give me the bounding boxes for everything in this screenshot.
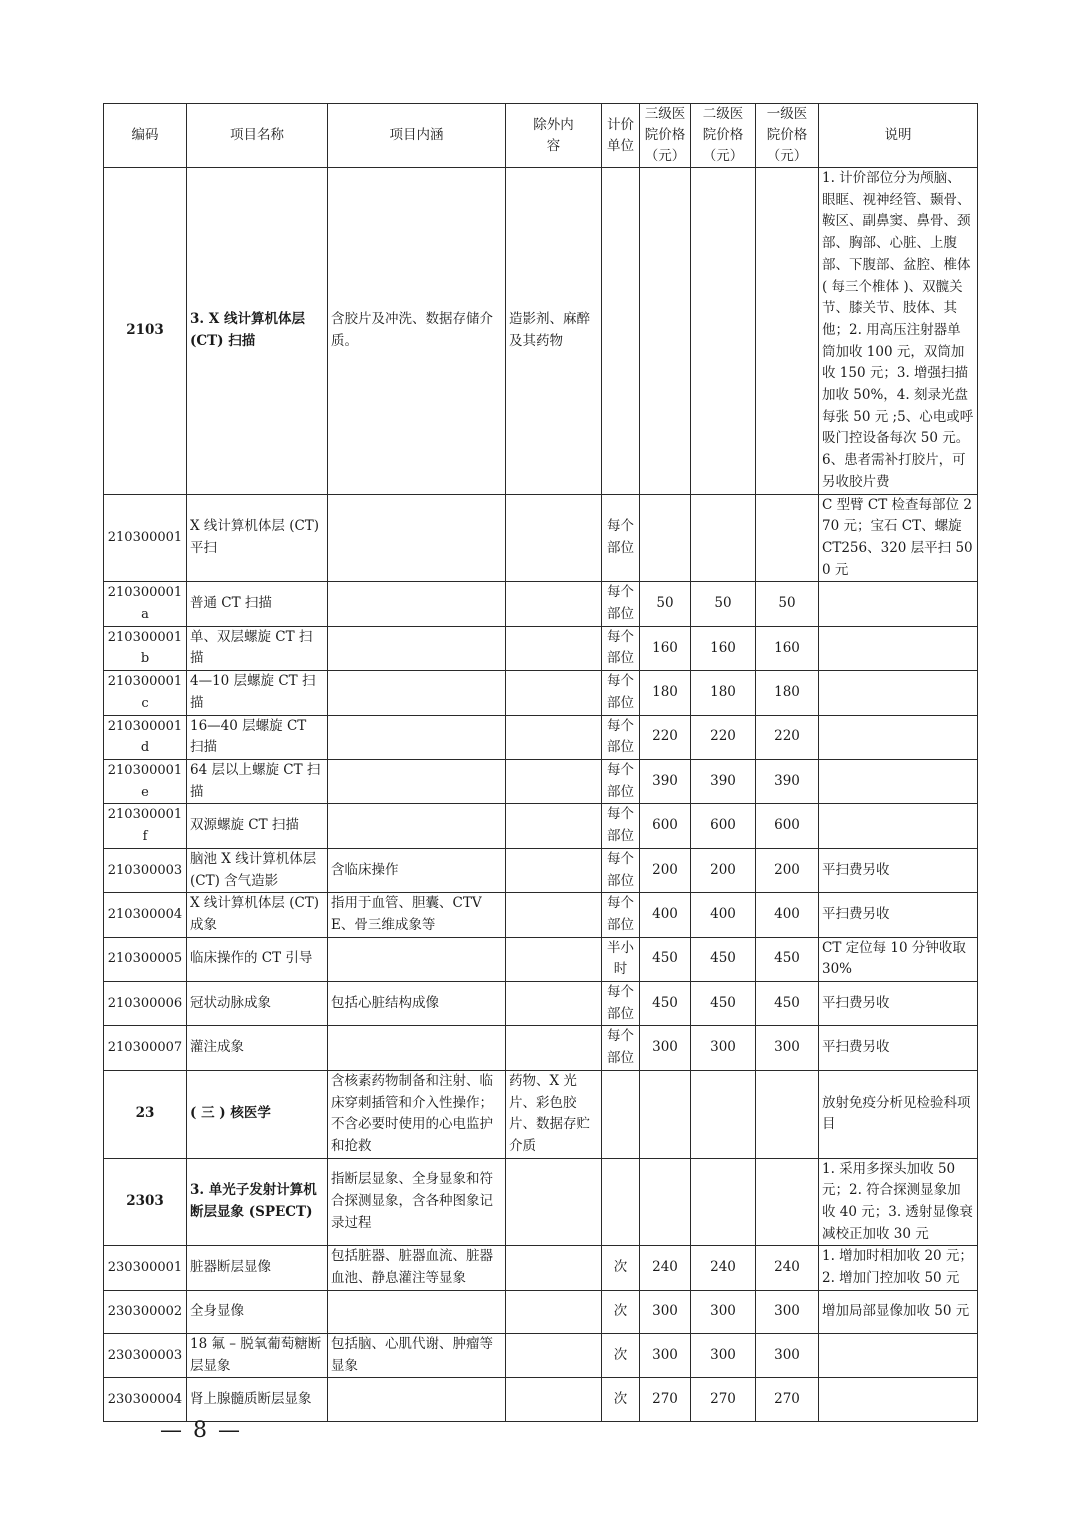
cell-note	[819, 582, 978, 626]
cell-price-level1: 240	[756, 1246, 819, 1290]
cell-content: 指用于血管、胆囊、CTVE、骨三维成象等	[328, 893, 506, 937]
cell-price-level1: 270	[756, 1378, 819, 1422]
page-number: — 8 —	[160, 1418, 242, 1443]
cell-unit: 每个部位	[602, 671, 640, 715]
cell-price-level3	[640, 1070, 691, 1158]
cell-excluded	[506, 937, 602, 981]
cell-content: 含核素药物制备和注射、临床穿刺插管和介入性操作；不含必要时使用的心电监护和抢救	[328, 1070, 506, 1158]
cell-price-level2: 450	[691, 937, 756, 981]
table-header-row	[104, 104, 978, 168]
cell-excluded	[506, 982, 602, 1026]
table-row	[104, 848, 978, 892]
cell-price-level1: 450	[756, 982, 819, 1026]
cell-price-level2: 160	[691, 626, 756, 670]
cell-price-level3: 450	[640, 937, 691, 981]
cell-content: 含胶片及冲洗、数据存储介质。	[328, 168, 506, 495]
cell-name: 4—10 层螺旋 CT 扫描	[187, 671, 328, 715]
cell-name: X 线计算机体层 (CT) 成象	[187, 893, 328, 937]
header-price-level3: 三级医院价格（元）	[640, 104, 691, 168]
cell-note: 平扫费另收	[819, 1026, 978, 1070]
price-table	[103, 103, 978, 1422]
cell-code: 2303	[104, 1158, 187, 1246]
header-code: 编码	[104, 104, 187, 168]
table-row	[104, 1158, 978, 1246]
table-row	[104, 937, 978, 981]
cell-price-level1: 160	[756, 626, 819, 670]
cell-content: 包括脑、心肌代谢、肿瘤等显象	[328, 1333, 506, 1377]
cell-code: 210300003	[104, 848, 187, 892]
cell-price-level1	[756, 168, 819, 495]
cell-code: 23	[104, 1070, 187, 1158]
cell-name: 3. 单光子发射计算机断层显象 (SPECT)	[187, 1158, 328, 1246]
cell-unit: 次	[602, 1333, 640, 1377]
cell-name: 18 氟 – 脱氧葡萄糖断层显象	[187, 1333, 328, 1377]
cell-content	[328, 494, 506, 582]
cell-price-level2: 390	[691, 759, 756, 803]
header-price-level2: 二级医院价格（元）	[691, 104, 756, 168]
cell-code: 210300001b	[104, 626, 187, 670]
cell-code: 210300004	[104, 893, 187, 937]
cell-excluded	[506, 759, 602, 803]
cell-note: C 型臂 CT 检查每部位 270 元；宝石 CT、螺旋 CT256、320 层平扫 500 元	[819, 494, 978, 582]
cell-price-level1: 180	[756, 671, 819, 715]
cell-code: 210300007	[104, 1026, 187, 1070]
header-excluded: 除外内容	[506, 104, 602, 168]
cell-excluded	[506, 1333, 602, 1377]
cell-code: 230300003	[104, 1333, 187, 1377]
cell-price-level1: 390	[756, 759, 819, 803]
cell-price-level2: 300	[691, 1290, 756, 1333]
cell-content: 指断层显象、全身显象和符合探测显象，含各种图象记录过程	[328, 1158, 506, 1246]
cell-price-level2	[691, 1070, 756, 1158]
cell-note: 平扫费另收	[819, 893, 978, 937]
cell-price-level1	[756, 494, 819, 582]
cell-price-level2: 180	[691, 671, 756, 715]
cell-price-level1: 600	[756, 804, 819, 848]
cell-code: 210300005	[104, 937, 187, 981]
cell-name: 单、双层螺旋 CT 扫描	[187, 626, 328, 670]
cell-content	[328, 671, 506, 715]
table-row	[104, 626, 978, 670]
cell-unit: 每个部位	[602, 759, 640, 803]
cell-name: 16—40 层螺旋 CT 扫描	[187, 715, 328, 759]
cell-excluded	[506, 1246, 602, 1290]
cell-content	[328, 1378, 506, 1422]
header-price-level1: 一级医院价格（元）	[756, 104, 819, 168]
cell-content: 包括心脏结构成像	[328, 982, 506, 1026]
cell-note: 平扫费另收	[819, 982, 978, 1026]
cell-price-level3: 160	[640, 626, 691, 670]
table-row	[104, 168, 978, 495]
cell-name: 临床操作的 CT 引导	[187, 937, 328, 981]
cell-name: 普通 CT 扫描	[187, 582, 328, 626]
cell-code: 210300006	[104, 982, 187, 1026]
cell-price-level2: 50	[691, 582, 756, 626]
cell-price-level2	[691, 1158, 756, 1246]
cell-note	[819, 759, 978, 803]
cell-name: X 线计算机体层 (CT) 平扫	[187, 494, 328, 582]
cell-price-level1	[756, 1158, 819, 1246]
cell-note	[819, 626, 978, 670]
cell-name: ( 三 ) 核医学	[187, 1070, 328, 1158]
cell-name: 冠状动脉成象	[187, 982, 328, 1026]
cell-code: 230300004	[104, 1378, 187, 1422]
cell-unit: 每个部位	[602, 1026, 640, 1070]
cell-excluded: 造影剂、麻醉及其药物	[506, 168, 602, 495]
cell-code: 230300001	[104, 1246, 187, 1290]
cell-unit: 每个部位	[602, 982, 640, 1026]
cell-price-level1: 300	[756, 1333, 819, 1377]
table-row	[104, 671, 978, 715]
cell-note: 放射免疫分析见检验科项目	[819, 1070, 978, 1158]
cell-note	[819, 671, 978, 715]
cell-price-level2: 200	[691, 848, 756, 892]
cell-price-level2	[691, 168, 756, 495]
header-unit: 计价单位	[602, 104, 640, 168]
cell-price-level3: 400	[640, 893, 691, 937]
cell-price-level1: 450	[756, 937, 819, 981]
cell-content	[328, 937, 506, 981]
cell-content	[328, 804, 506, 848]
cell-price-level3	[640, 168, 691, 495]
cell-excluded	[506, 494, 602, 582]
cell-content: 含临床操作	[328, 848, 506, 892]
cell-note: 1. 增加时相加收 20 元；2. 增加门控加收 50 元	[819, 1246, 978, 1290]
cell-excluded	[506, 1378, 602, 1422]
cell-unit: 每个部位	[602, 715, 640, 759]
cell-note	[819, 1333, 978, 1377]
cell-code: 210300001f	[104, 804, 187, 848]
cell-price-level3: 240	[640, 1246, 691, 1290]
cell-excluded: 药物、X 光片、彩色胶片、数据存贮介质	[506, 1070, 602, 1158]
table-body	[104, 168, 978, 1422]
cell-excluded	[506, 804, 602, 848]
cell-content	[328, 626, 506, 670]
cell-excluded	[506, 1026, 602, 1070]
table-row	[104, 982, 978, 1026]
cell-price-level2: 600	[691, 804, 756, 848]
cell-price-level3: 450	[640, 982, 691, 1026]
cell-price-level3	[640, 1158, 691, 1246]
cell-name: 肾上腺髓质断层显象	[187, 1378, 328, 1422]
cell-unit: 每个部位	[602, 626, 640, 670]
cell-name: 双源螺旋 CT 扫描	[187, 804, 328, 848]
table-row	[104, 1070, 978, 1158]
cell-excluded	[506, 893, 602, 937]
cell-unit: 每个部位	[602, 804, 640, 848]
table-row	[104, 1290, 978, 1333]
table-row	[104, 1026, 978, 1070]
cell-code: 230300002	[104, 1290, 187, 1333]
header-content: 项目内涵	[328, 104, 506, 168]
cell-price-level3: 50	[640, 582, 691, 626]
cell-price-level3: 300	[640, 1026, 691, 1070]
cell-note	[819, 804, 978, 848]
cell-unit: 每个部位	[602, 848, 640, 892]
cell-price-level2: 300	[691, 1026, 756, 1070]
cell-content	[328, 759, 506, 803]
cell-note	[819, 715, 978, 759]
cell-price-level2: 270	[691, 1378, 756, 1422]
cell-price-level3	[640, 494, 691, 582]
cell-unit: 每个部位	[602, 893, 640, 937]
cell-unit: 次	[602, 1246, 640, 1290]
table-row	[104, 582, 978, 626]
cell-price-level3: 270	[640, 1378, 691, 1422]
cell-content	[328, 1290, 506, 1333]
cell-note: CT 定位每 10 分钟收取 30%	[819, 937, 978, 981]
cell-price-level1: 300	[756, 1290, 819, 1333]
cell-name: 灌注成象	[187, 1026, 328, 1070]
cell-code: 2103	[104, 168, 187, 495]
cell-price-level2: 450	[691, 982, 756, 1026]
cell-excluded	[506, 582, 602, 626]
cell-price-level3: 300	[640, 1333, 691, 1377]
cell-unit: 次	[602, 1378, 640, 1422]
cell-note: 增加局部显像加收 50 元	[819, 1290, 978, 1333]
cell-price-level3: 200	[640, 848, 691, 892]
cell-price-level1: 50	[756, 582, 819, 626]
cell-price-level2: 240	[691, 1246, 756, 1290]
cell-unit	[602, 1070, 640, 1158]
table-row	[104, 1378, 978, 1422]
cell-name: 脑池 X 线计算机体层 (CT) 含气造影	[187, 848, 328, 892]
cell-code: 210300001e	[104, 759, 187, 803]
cell-price-level2: 300	[691, 1333, 756, 1377]
cell-unit: 次	[602, 1290, 640, 1333]
cell-excluded	[506, 715, 602, 759]
cell-price-level1	[756, 1070, 819, 1158]
cell-note: 平扫费另收	[819, 848, 978, 892]
table-row	[104, 1333, 978, 1377]
cell-price-level1: 200	[756, 848, 819, 892]
cell-price-level3: 390	[640, 759, 691, 803]
cell-price-level3: 600	[640, 804, 691, 848]
cell-price-level3: 220	[640, 715, 691, 759]
cell-price-level1: 300	[756, 1026, 819, 1070]
cell-code: 210300001	[104, 494, 187, 582]
cell-excluded	[506, 1290, 602, 1333]
cell-content	[328, 1026, 506, 1070]
table-row	[104, 715, 978, 759]
cell-unit	[602, 1158, 640, 1246]
cell-price-level3: 300	[640, 1290, 691, 1333]
cell-content	[328, 582, 506, 626]
cell-name: 全身显像	[187, 1290, 328, 1333]
table-row	[104, 804, 978, 848]
cell-name: 脏器断层显像	[187, 1246, 328, 1290]
cell-excluded	[506, 1158, 602, 1246]
cell-price-level1: 400	[756, 893, 819, 937]
table-row	[104, 494, 978, 582]
cell-unit: 半小时	[602, 937, 640, 981]
cell-code: 210300001d	[104, 715, 187, 759]
cell-excluded	[506, 626, 602, 670]
cell-code: 210300001c	[104, 671, 187, 715]
table-row	[104, 759, 978, 803]
header-note: 说明	[819, 104, 978, 168]
cell-name: 3. X 线计算机体层 (CT) 扫描	[187, 168, 328, 495]
table-row	[104, 893, 978, 937]
cell-unit: 每个部位	[602, 494, 640, 582]
cell-note: 1. 计价部位分为颅脑、眼眶、视神经管、颞骨、鞍区、副鼻窦、鼻骨、颈部、胸部、心脏、上腹部、下腹部、盆腔、椎体 ( 每三个椎体 )、双髋关节、膝关节、肢体、其他；2. 用高压注射器单筒加收 100 元，双筒加收 150 元；3. 增强扫描加收 50%，4. 刻录光盘每张 50 元 ;5、心电或呼吸门控设备每次 50 元。6、患者需补打胶片，可另收胶片费	[819, 168, 978, 495]
cell-name: 64 层以上螺旋 CT 扫描	[187, 759, 328, 803]
cell-price-level2	[691, 494, 756, 582]
cell-code: 210300001a	[104, 582, 187, 626]
cell-price-level2: 220	[691, 715, 756, 759]
cell-unit	[602, 168, 640, 495]
table-row	[104, 1246, 978, 1290]
cell-price-level1: 220	[756, 715, 819, 759]
cell-unit: 每个部位	[602, 582, 640, 626]
cell-price-level3: 180	[640, 671, 691, 715]
header-name: 项目名称	[187, 104, 328, 168]
cell-excluded	[506, 671, 602, 715]
cell-price-level2: 400	[691, 893, 756, 937]
cell-content: 包括脏器、脏器血流、脏器血池、静息灌注等显象	[328, 1246, 506, 1290]
cell-content	[328, 715, 506, 759]
cell-note: 1. 采用多探头加收 50 元；2. 符合探测显象加收 40 元；3. 透射显像衰减校正加收 30 元	[819, 1158, 978, 1246]
cell-excluded	[506, 848, 602, 892]
cell-note	[819, 1378, 978, 1422]
